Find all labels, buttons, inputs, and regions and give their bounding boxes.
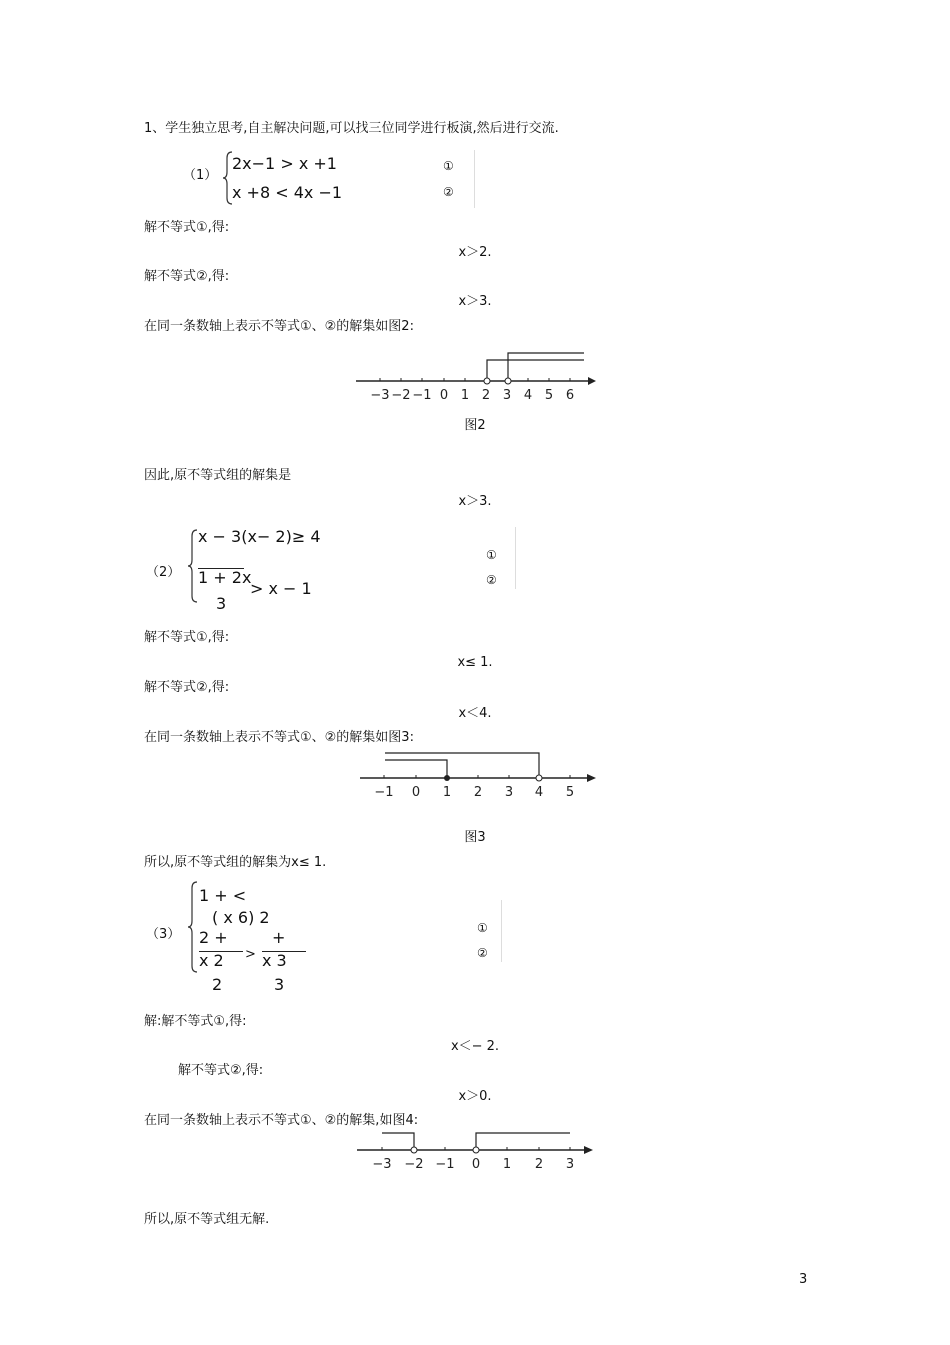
fig4-tick-label: −3 xyxy=(372,1157,392,1172)
problem3-axis-text: 在同一条数轴上表示不等式①、②的解集,如图4: xyxy=(144,1113,419,1128)
fig2-tick-label: 4 xyxy=(523,388,533,403)
problem3-result2: x＞0. xyxy=(458,1089,492,1104)
fig4-open-point-0 xyxy=(473,1147,479,1153)
fig3-open-point-4 xyxy=(536,775,542,781)
problem1-divider xyxy=(474,150,475,208)
problem3-brace xyxy=(187,880,199,974)
problem2-step2: 解不等式②,得: xyxy=(144,680,230,695)
page-number: 3 xyxy=(799,1272,808,1287)
number-line-fig2 xyxy=(350,345,600,410)
fig2-tick-label: 1 xyxy=(460,388,470,403)
problem1-label: （1） xyxy=(183,168,218,183)
fig4-tick-label: 0 xyxy=(471,1157,481,1172)
problem3-mark1: ① xyxy=(477,921,488,935)
problem2-mark2: ② xyxy=(486,573,497,587)
problem1-eq1: 2x−1 > x +1 xyxy=(232,154,337,173)
problem3-frac1-den: 2 xyxy=(212,975,223,994)
fig3-tick-label: 0 xyxy=(411,785,421,800)
figure3-caption: 图3 xyxy=(464,830,486,845)
problem2-numerator: 1 + 2x xyxy=(198,568,252,587)
problem3-frac2-den: 3 xyxy=(274,975,285,994)
problem3-step2: 解不等式②,得: xyxy=(178,1063,264,1078)
problem1-mark1: ① xyxy=(443,159,454,173)
figure2-caption: 图2 xyxy=(464,418,486,433)
problem3-line1: 1 + < xyxy=(199,886,247,905)
fig3-tick-label: 3 xyxy=(504,785,514,800)
problem3-plus2: + xyxy=(272,928,286,947)
number-line-fig3 xyxy=(355,750,605,805)
fig4-tick-label: −1 xyxy=(435,1157,455,1172)
problem2-label: （2） xyxy=(146,565,181,580)
problem3-frac2-num: x 3 xyxy=(262,951,306,970)
fig4-tick-label: 3 xyxy=(565,1157,575,1172)
intro-text: 1、学生独立思考,自主解决问题,可以找三位同学进行板演,然后进行交流. xyxy=(144,121,559,136)
fig2-tick-label: −3 xyxy=(370,388,390,403)
fig3-tick-label: 5 xyxy=(565,785,575,800)
problem3-line3: 2 + xyxy=(199,928,228,947)
fig4-tick-label: 2 xyxy=(534,1157,544,1172)
fig3-tick-label: 2 xyxy=(473,785,483,800)
problem1-conclusion-text: 因此,原不等式组的解集是 xyxy=(144,468,292,483)
fig4-tick-label: 1 xyxy=(502,1157,512,1172)
fig2-open-point-3 xyxy=(505,378,511,384)
fig3-tick-label: 1 xyxy=(442,785,452,800)
fig2-open-point-2 xyxy=(484,378,490,384)
problem2-conclusion: 所以,原不等式组的解集为x≤ 1. xyxy=(144,855,327,870)
fig2-tick-label: 6 xyxy=(565,388,575,403)
fig3-tick-label: 4 xyxy=(534,785,544,800)
problem2-result2: x＜4. xyxy=(458,706,492,721)
problem2-eq1: x − 3(x− 2)≥ 4 xyxy=(198,527,321,546)
problem3-result1: x＜− 2. xyxy=(450,1039,500,1054)
fig3-tick-label: −1 xyxy=(374,785,394,800)
problem2-denominator: 3 xyxy=(216,594,227,613)
fig4-open-point-minus2 xyxy=(411,1147,417,1153)
problem3-line2: ( x 6) 2 xyxy=(212,908,270,927)
problem1-result2: x＞3. xyxy=(458,294,492,309)
number-line-fig4 xyxy=(352,1130,602,1175)
problem2-rhs: > x − 1 xyxy=(250,579,312,598)
fig2-tick-label: −2 xyxy=(391,388,411,403)
problem3-frac1-num: x 2 xyxy=(199,951,243,970)
problem3-gt: > xyxy=(245,947,256,962)
problem3-label: （3） xyxy=(146,927,181,942)
problem1-mark2: ② xyxy=(443,185,454,199)
problem2-step1: 解不等式①,得: xyxy=(144,630,230,645)
problem2-divider xyxy=(515,527,516,589)
problem2-mark1: ① xyxy=(486,548,497,562)
fig2-tick-label: −1 xyxy=(412,388,432,403)
problem1-step2: 解不等式②,得: xyxy=(144,269,230,284)
problem1-step1: 解不等式①,得: xyxy=(144,220,230,235)
problem2-result1: x≤ 1. xyxy=(457,655,493,670)
fig2-tick-label: 3 xyxy=(502,388,512,403)
problem3-step1: 解:解不等式①,得: xyxy=(144,1014,247,1029)
problem1-axis-text: 在同一条数轴上表示不等式①、②的解集如图2: xyxy=(144,319,414,334)
problem3-conclusion: 所以,原不等式组无解. xyxy=(144,1212,270,1227)
fig3-closed-point-1 xyxy=(444,775,450,781)
fig4-tick-label: −2 xyxy=(404,1157,424,1172)
problem1-result1: x＞2. xyxy=(458,245,492,260)
fig2-tick-label: 0 xyxy=(439,388,449,403)
problem3-divider xyxy=(501,900,502,962)
fig2-tick-label: 2 xyxy=(481,388,491,403)
problem3-mark2: ② xyxy=(477,946,488,960)
problem1-eq2: x +8 < 4x −1 xyxy=(232,183,343,202)
fig2-tick-label: 5 xyxy=(544,388,554,403)
problem2-axis-text: 在同一条数轴上表示不等式①、②的解集如图3: xyxy=(144,730,414,745)
problem1-conclusion: x＞3. xyxy=(458,494,492,509)
